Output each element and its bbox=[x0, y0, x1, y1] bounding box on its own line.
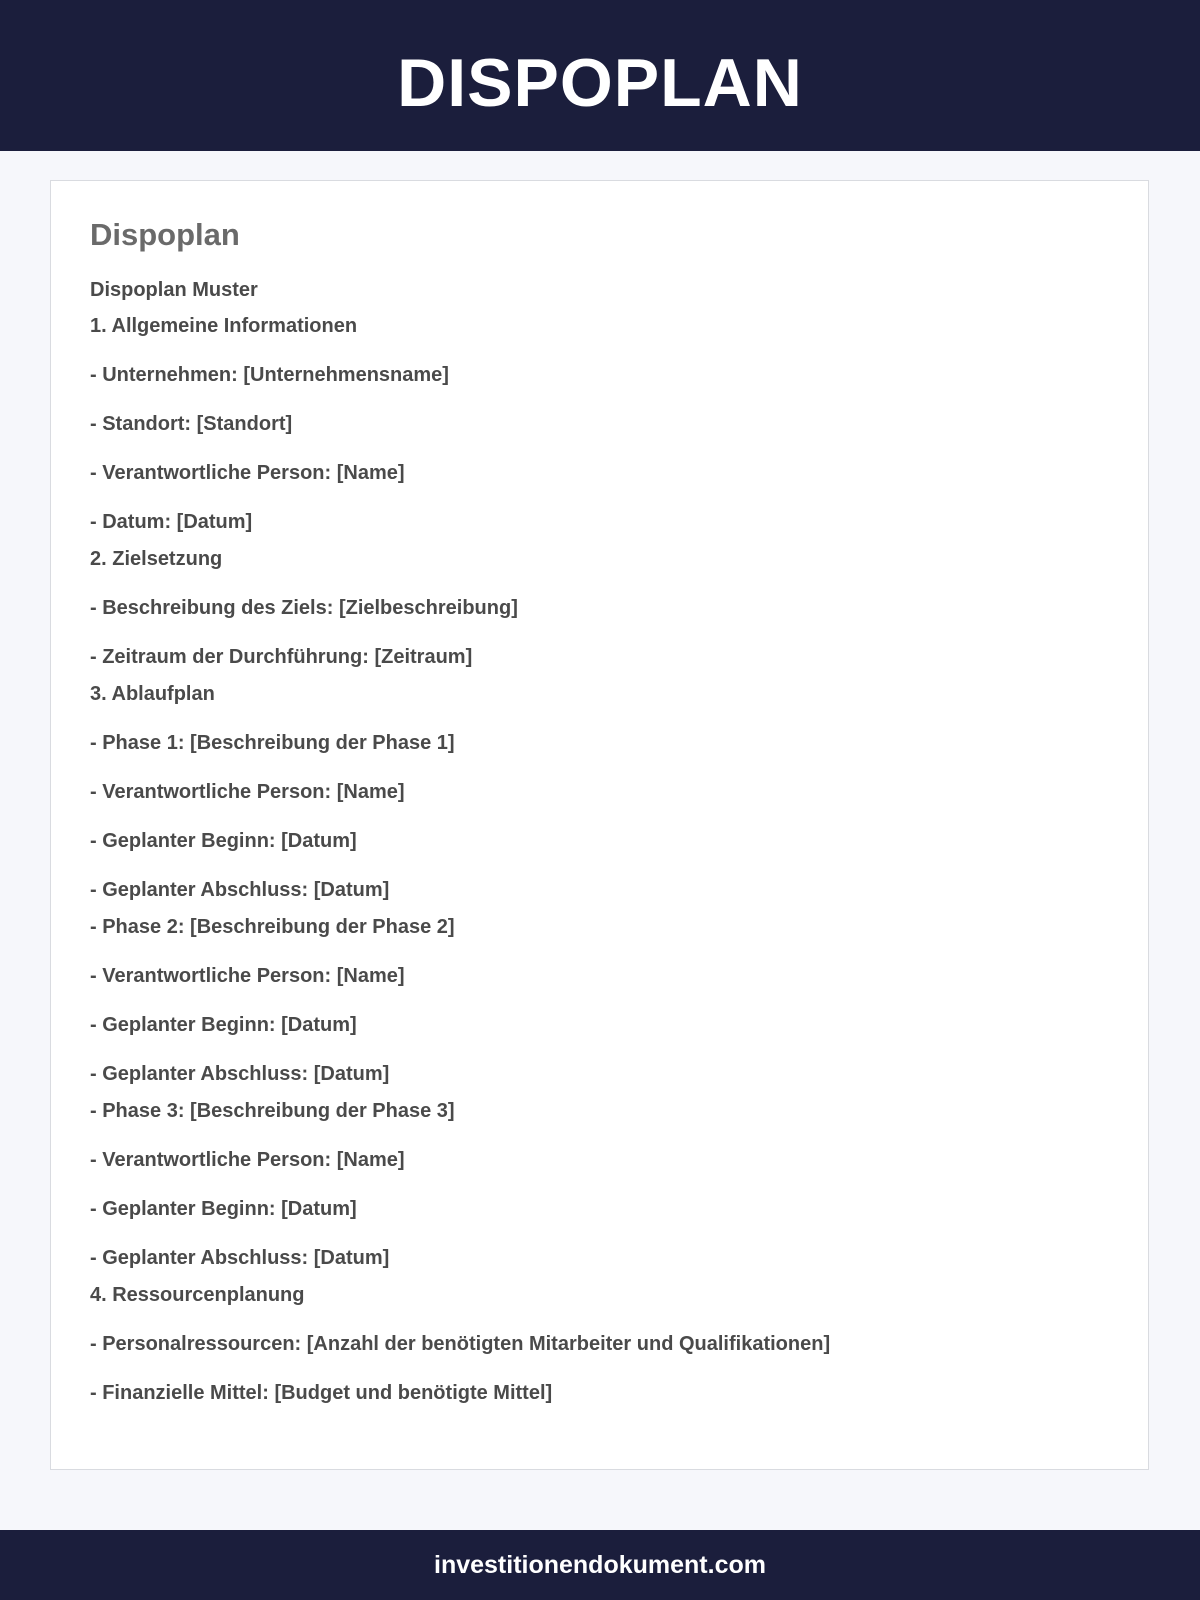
document-line: - Phase 3: [Beschreibung der Phase 3] bbox=[90, 1100, 455, 1122]
document-line: - Phase 1: [Beschreibung der Phase 1] bbox=[90, 732, 455, 754]
document-line: - Phase 2: [Beschreibung der Phase 2] bbox=[90, 916, 455, 938]
document-line: - Verantwortliche Person: [Name] bbox=[90, 965, 405, 987]
document-line: - Zeitraum der Durchführung: [Zeitraum] bbox=[90, 646, 473, 668]
document-line: - Geplanter Beginn: [Datum] bbox=[90, 1198, 357, 1220]
document-line: - Geplanter Abschluss: [Datum] bbox=[90, 1247, 390, 1269]
header-title: DISPOPLAN bbox=[397, 44, 803, 121]
section-heading: 3. Ablaufplan bbox=[90, 683, 215, 705]
footer-website: investitionendokument.com bbox=[434, 1550, 766, 1579]
document-title: Dispoplan bbox=[90, 217, 240, 252]
section-heading: 1. Allgemeine Informationen bbox=[90, 315, 358, 337]
document-line: - Beschreibung des Ziels: [Zielbeschreibung] bbox=[90, 597, 518, 619]
document-line: - Standort: [Standort] bbox=[90, 413, 293, 435]
document-subtitle: Dispoplan Muster bbox=[90, 279, 258, 301]
document-line: - Verantwortliche Person: [Name] bbox=[90, 462, 405, 484]
document-card bbox=[50, 180, 1149, 1470]
document-line: - Datum: [Datum] bbox=[90, 511, 253, 533]
document-line: - Geplanter Abschluss: [Datum] bbox=[90, 879, 390, 901]
section-heading: 4. Ressourcenplanung bbox=[90, 1284, 305, 1306]
document-line: - Geplanter Abschluss: [Datum] bbox=[90, 1063, 390, 1085]
page-header bbox=[0, 0, 1200, 151]
document-line: - Verantwortliche Person: [Name] bbox=[90, 781, 405, 803]
page-footer bbox=[0, 1530, 1200, 1600]
document-line: - Personalressourcen: [Anzahl der benötigten Mitarbeiter und Qualifikationen] bbox=[90, 1333, 831, 1355]
document-line: - Geplanter Beginn: [Datum] bbox=[90, 1014, 357, 1036]
section-heading: 2. Zielsetzung bbox=[90, 548, 223, 570]
document-line: - Finanzielle Mittel: [Budget und benötigte Mittel] bbox=[90, 1382, 553, 1404]
document-line: - Geplanter Beginn: [Datum] bbox=[90, 830, 357, 852]
document-line: - Unternehmen: [Unternehmensname] bbox=[90, 364, 449, 386]
document-line: - Verantwortliche Person: [Name] bbox=[90, 1149, 405, 1171]
